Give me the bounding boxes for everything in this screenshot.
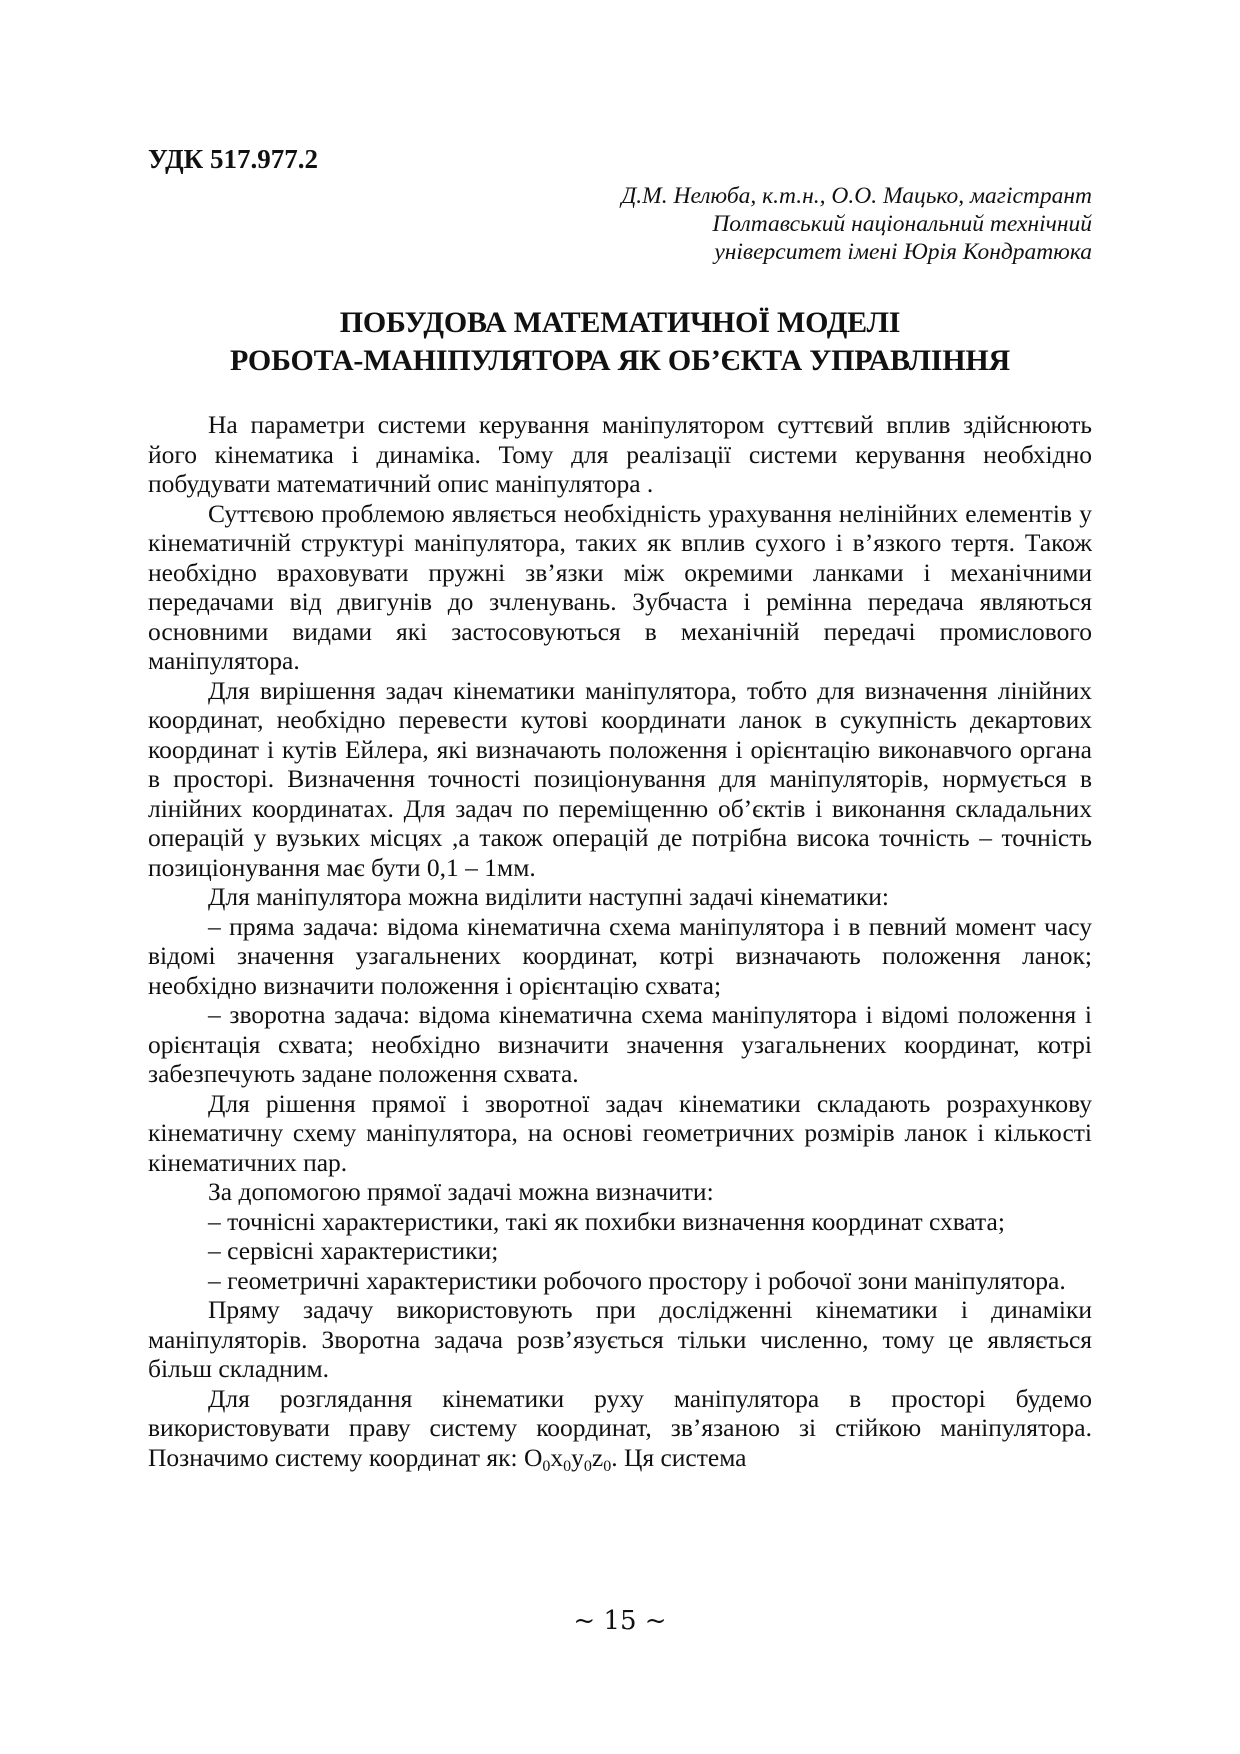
formula-symbol: O <box>523 1442 543 1472</box>
paragraph: Суттєвою проблемою являється необхідність урахування нелінійних елементів у кінематичній структурі маніпулятора, таких як вплив сухого і в’язкого тертя. Також необхідно враховувати пружні зв’язки між окремими ланками і механічними передачами від двигунів до зчленувань. Зубчаста і ремінна передача являються основними видами які застосовуються в механічній передачі промислового маніпулятора. <box>148 498 1092 675</box>
affiliation-line: Полтавський національний технічний <box>712 211 1092 237</box>
paragraph: Для маніпулятора можна виділити наступні задачі кінематики: <box>208 882 889 911</box>
paragraph-tail: . Ця система <box>611 1442 747 1472</box>
coordinate-formula <box>523 1442 612 1475</box>
formula-subscript: 0 <box>563 1457 572 1475</box>
author-line: Д.М. Нелюба, к.т.н., О.О. Мацько, магістрант <box>621 183 1092 209</box>
paragraph: Для вирішення задач кінематики маніпулятора, тобто для визначення лінійних координат, необхідно перевести кутові координати ланок в сукупність декартових координат і кутів Ейлера, які визначають положення і орієнтацію виконавчого органа в просторі. Визначення точності позиціонування для маніпуляторів, нормується в лінійних координатах. Для задач по переміщенню об’єктів і виконання складальних операцій у вузьких місцях ,а також операцій де потрібна висока точність – точність позиціонування має бути 0,1 – 1мм. <box>148 675 1092 882</box>
list-item: – точнісні характеристики, такі як похибки визначення координат схвата; <box>208 1206 1005 1236</box>
article-body <box>148 410 1092 1475</box>
paragraph: Пряму задачу використовують при дослідженні кінематики і динаміки маніпуляторів. Зворотна задача розв’язується тільки численно, тому це являється більш складним. <box>148 1295 1092 1383</box>
page-number: ~ 15 ~ <box>573 1606 667 1636</box>
list-item: – зворотна задача: відома кінематична схема маніпулятора і відомі положення і орієнтація схвата; необхідно визначити значення узагальнених координат, котрі забезпечують задане положення схвата. <box>148 1000 1092 1088</box>
formula-subscript: 0 <box>603 1457 612 1475</box>
list-item: – сервісні характеристики; <box>208 1236 499 1265</box>
paragraph: За допомогою прямої задачі можна визначити: <box>208 1177 714 1206</box>
udk-code: УДК 517.977.2 <box>148 144 318 174</box>
list-item: – пряма задача: відома кінематична схема маніпулятора і в певний момент часу відомі значення узагальнених координат, котрі визначають положення ланок; необхідно визначити положення і орієнтацію схвата; <box>148 911 1092 1000</box>
paragraph: На параметри системи керування маніпулятором суттєвий вплив здійснюють його кінематика і динаміка. Тому для реалізації системи керування необхідно побудувати математичний опис маніпулятора . <box>148 410 1092 498</box>
list-item: – геометричні характеристики робочого простору і робочої зони маніпулятора. <box>208 1265 1066 1295</box>
paragraph-last <box>148 1384 1092 1473</box>
formula-symbol: y <box>571 1442 584 1472</box>
authors-block <box>148 182 1092 266</box>
formula-symbol: z <box>591 1442 604 1472</box>
page-content <box>148 142 1092 1475</box>
affiliation-line: університет імені Юрія Кондратюка <box>714 239 1092 265</box>
paragraph-text: Для розглядання кінематики руху маніпулятора в просторі будемо використовувати праву систему координат, зв’язаною зі стійкою маніпулятора. Позначимо систему координат як: <box>148 1383 1092 1472</box>
formula-symbol: x <box>550 1442 564 1472</box>
formula-subscript: 0 <box>583 1457 592 1475</box>
title-line-2: РОБОТА-МАНІПУЛЯТОРА ЯК ОБ’ЄКТА УПРАВЛІННЯ <box>229 344 1011 377</box>
article-title <box>148 304 1092 380</box>
title-line-1: ПОБУДОВА МАТЕМАТИЧНОЇ МОДЕЛІ <box>339 306 901 339</box>
paragraph: Для рішення прямої і зворотної задач кінематики складають розрахункову кінематичну схему маніпулятора, на основі геометричних розмірів ланок і кількості кінематичних пар. <box>148 1088 1092 1177</box>
formula-subscript: 0 <box>542 1457 551 1475</box>
